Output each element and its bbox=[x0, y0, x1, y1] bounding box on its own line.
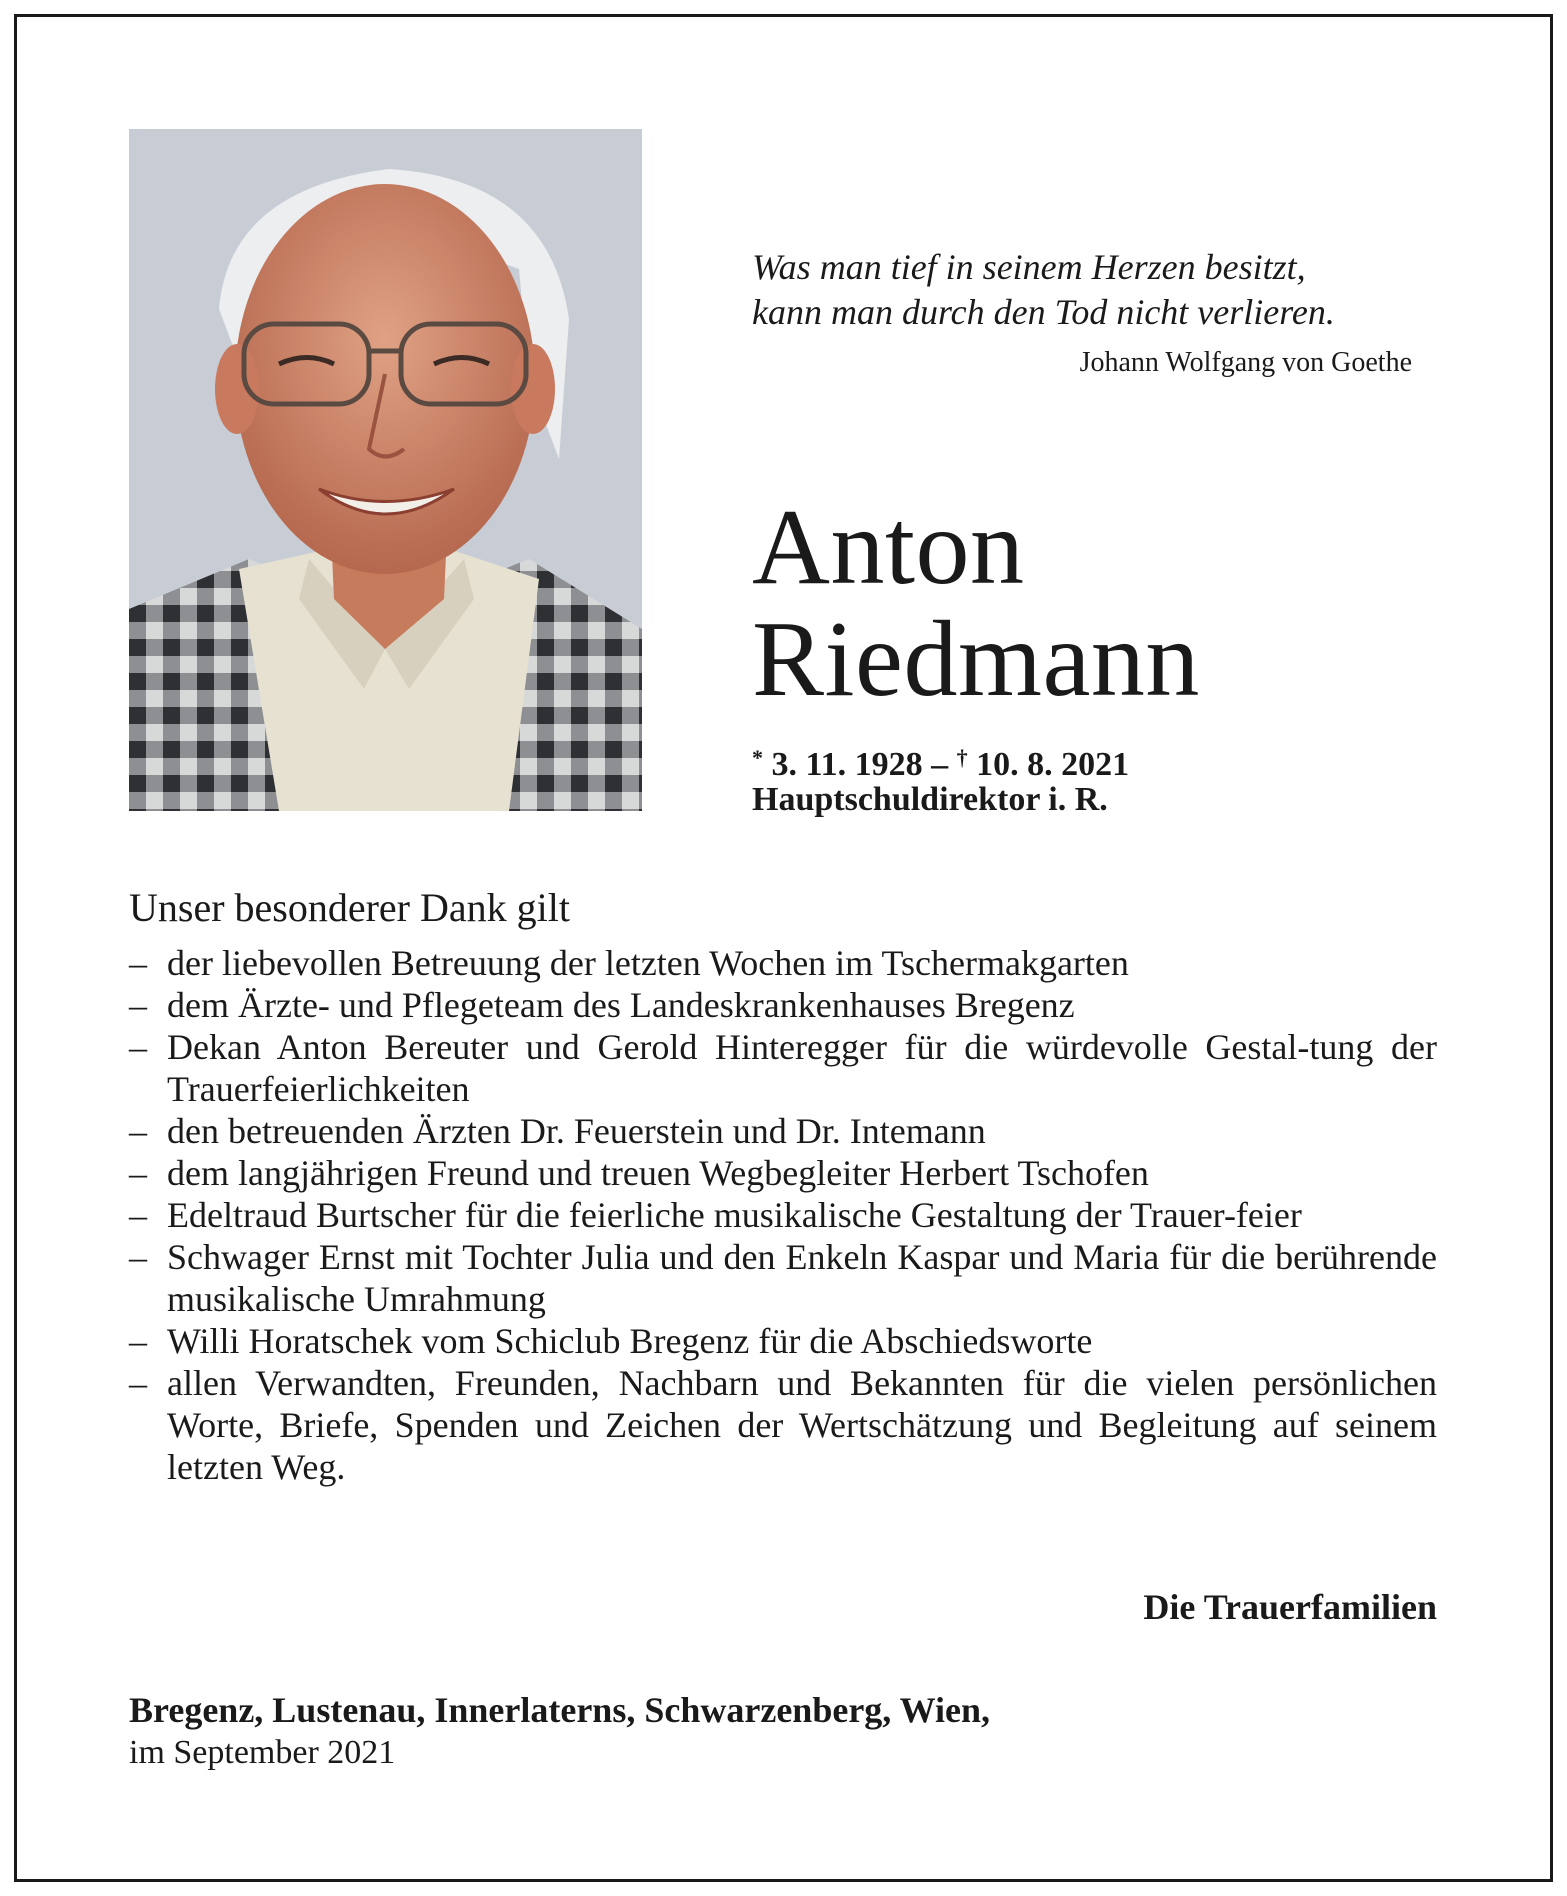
thanks-list bbox=[129, 942, 1437, 1488]
list-item bbox=[129, 1152, 1437, 1194]
portrait-illustration bbox=[129, 129, 642, 811]
list-item bbox=[129, 1026, 1437, 1110]
deceased-title: Hauptschuldirektor i. R. bbox=[752, 781, 1108, 818]
footer-month: im September 2021 bbox=[129, 1734, 396, 1771]
list-item bbox=[129, 1320, 1437, 1362]
list-item-text: dem Ärzte- und Pflegeteam des Landeskrankenhauses Bregenz bbox=[167, 985, 1075, 1025]
deceased-name bbox=[752, 488, 1200, 719]
list-item-text: Schwager Ernst mit Tochter Julia und den Enkeln Kaspar und Maria für die berührende musikalische Umrahmung bbox=[167, 1237, 1437, 1319]
footer-places: Bregenz, Lustenau, Innerlaterns, Schwarzenberg, Wien, bbox=[129, 1690, 990, 1730]
first-name: Anton bbox=[752, 488, 1025, 607]
list-item-text: Willi Horatschek vom Schiclub Bregenz für die Abschiedsworte bbox=[167, 1321, 1093, 1361]
signature: Die Trauerfamilien bbox=[1143, 1587, 1437, 1627]
list-dash: – bbox=[129, 1153, 147, 1193]
date-separator: – bbox=[922, 746, 957, 783]
list-dash: – bbox=[129, 985, 147, 1025]
list-item bbox=[129, 984, 1437, 1026]
list-item-text: Edeltraud Burtscher für die feierliche musikalische Gestaltung der Trauer-feier bbox=[167, 1195, 1302, 1235]
list-item-text: Dekan Anton Bereuter und Gerold Hinteregger für die würdevolle Gestal-tung der Trauerfeierlichkeiten bbox=[167, 1027, 1437, 1109]
list-item bbox=[129, 1362, 1437, 1488]
list-dash: – bbox=[129, 1195, 147, 1235]
list-dash: – bbox=[129, 1237, 147, 1277]
list-dash: – bbox=[129, 1363, 147, 1403]
list-dash: – bbox=[129, 1321, 147, 1361]
list-item bbox=[129, 1236, 1437, 1320]
quote-line: Was man tief in seinem Herzen besitzt, bbox=[752, 247, 1306, 287]
death-date: 10. 8. 2021 bbox=[976, 746, 1130, 783]
list-item-text: den betreuenden Ärzten Dr. Feuerstein und Dr. Intemann bbox=[167, 1111, 986, 1151]
thanks-heading: Unser besonderer Dank gilt bbox=[129, 885, 570, 930]
list-item-text: der liebevollen Betreuung der letzten Wochen im Tschermakgarten bbox=[167, 943, 1129, 983]
quote-line: kann man durch den Tod nicht verlieren. bbox=[752, 292, 1335, 332]
birth-date: 3. 11. 1928 bbox=[771, 746, 923, 783]
list-item-text: allen Verwandten, Freunden, Nachbarn und Bekannten für die vielen persönlichen Worte, Briefe, Spenden und Zeichen der Wertschätzung und Begleitung auf seinem letzten Weg. bbox=[167, 1363, 1437, 1487]
quote-author: Johann Wolfgang von Goethe bbox=[1079, 347, 1412, 378]
quote-block bbox=[752, 245, 1412, 335]
list-item bbox=[129, 942, 1437, 984]
list-item-text: dem langjährigen Freund und treuen Wegbegleiter Herbert Tschofen bbox=[167, 1153, 1149, 1193]
list-dash: – bbox=[129, 1111, 147, 1151]
list-item bbox=[129, 1110, 1437, 1152]
last-name: Riedmann bbox=[752, 600, 1200, 719]
list-item bbox=[129, 1194, 1437, 1236]
death-symbol: † bbox=[956, 745, 968, 770]
list-dash: – bbox=[129, 943, 147, 983]
birth-symbol: * bbox=[752, 745, 763, 770]
portrait-photo bbox=[129, 129, 642, 811]
list-dash: – bbox=[129, 1027, 147, 1067]
